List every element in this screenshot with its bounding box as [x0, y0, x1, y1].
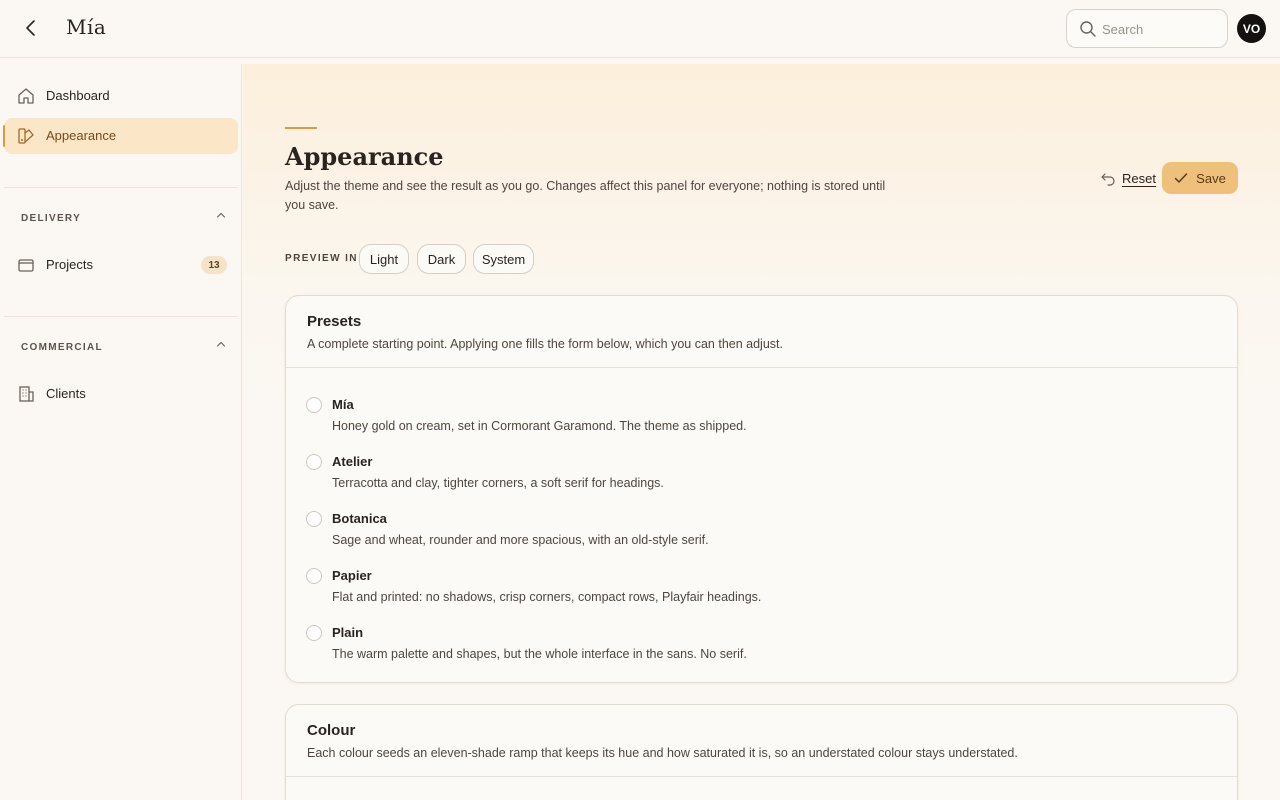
divider	[4, 187, 238, 188]
brand-logo[interactable]: Mía	[66, 15, 107, 39]
reset-label: Reset	[1122, 170, 1156, 186]
preset-description: Flat and printed: no shadows, crisp corners, compact rows, Playfair headings.	[332, 590, 762, 604]
sidebar-item-clients[interactable]	[4, 376, 238, 412]
preview-label: PREVIEW IN	[285, 253, 358, 264]
preset-name: Botanica	[332, 511, 387, 526]
sidebar-item-dashboard[interactable]	[4, 78, 238, 114]
section-heading-delivery: DELIVERY	[21, 213, 82, 224]
search-icon	[1079, 20, 1097, 38]
preset-description: Honey gold on cream, set in Cormorant Garamond. The theme as shipped.	[332, 419, 747, 433]
undo-icon	[1100, 170, 1116, 186]
colour-card	[285, 704, 1238, 800]
preset-name: Plain	[332, 625, 364, 640]
chevron-left-icon	[20, 17, 42, 39]
sidebar-item-projects[interactable]	[4, 247, 238, 283]
presets-card	[285, 295, 1238, 683]
preset-description: The warm palette and shapes, but the whole interface in the sans. No serif.	[332, 647, 747, 661]
page-description: Adjust the theme and see the result as you go. Changes affect this panel for everyone; nothing is stored until you save.	[285, 179, 886, 212]
save-label: Save	[1196, 170, 1226, 186]
count-badge: 13	[201, 256, 227, 274]
sidebar-item-label: Appearance	[46, 128, 117, 143]
preset-name: Mía	[332, 397, 354, 412]
preview-dark-button[interactable]: Dark	[417, 244, 466, 274]
preview-light-button[interactable]: Light	[359, 244, 409, 274]
sidebar-item-label: Clients	[46, 386, 86, 401]
sidebar	[0, 64, 242, 800]
preset-option-plain[interactable]	[286, 621, 1238, 678]
radio-button[interactable]	[306, 625, 322, 641]
preset-option-papier[interactable]	[286, 564, 1238, 621]
radio-button[interactable]	[306, 511, 322, 527]
preset-description: Sage and wheat, rounder and more spacious, with an old-style serif.	[332, 533, 709, 547]
card-title: Colour	[307, 722, 356, 739]
top-bar	[0, 0, 1280, 58]
radio-button[interactable]	[306, 397, 322, 413]
preview-system-button[interactable]: System	[473, 244, 534, 274]
preset-name: Atelier	[332, 454, 373, 469]
card-header	[286, 296, 1237, 368]
palette-icon	[16, 126, 36, 146]
main-content	[243, 64, 1280, 800]
radio-button[interactable]	[306, 568, 322, 584]
preset-name: Papier	[332, 568, 372, 583]
title-accent-rule	[285, 127, 317, 129]
chevron-up-icon[interactable]	[215, 209, 227, 221]
card-subtitle: Each colour seeds an eleven-shade ramp that keeps its hue and how saturated it is, so an understated colour stays understated.	[307, 746, 1018, 760]
sidebar-item-label: Dashboard	[46, 88, 110, 103]
preset-option-mia[interactable]	[286, 393, 1238, 450]
reset-button[interactable]	[1100, 169, 1156, 187]
search-box[interactable]	[1066, 9, 1228, 48]
avatar[interactable]: VO	[1237, 14, 1266, 43]
preset-option-atelier[interactable]	[286, 450, 1238, 507]
save-button[interactable]	[1162, 162, 1238, 194]
radio-button[interactable]	[306, 454, 322, 470]
sidebar-item-label: Projects	[46, 257, 93, 272]
card-subtitle: A complete starting point. Applying one fills the form below, which you can then adjust.	[307, 337, 783, 351]
chevron-up-icon[interactable]	[215, 338, 227, 350]
building-icon	[16, 384, 36, 404]
page-title: Appearance	[285, 142, 444, 171]
section-heading-commercial: COMMERCIAL	[21, 342, 103, 353]
card-header	[286, 705, 1237, 777]
search-input[interactable]	[1102, 19, 1220, 39]
home-icon	[16, 86, 36, 106]
folder-icon	[16, 255, 36, 275]
sidebar-item-appearance[interactable]	[4, 118, 238, 154]
back-button[interactable]	[20, 17, 42, 39]
preset-option-botanica[interactable]	[286, 507, 1238, 564]
card-title: Presets	[307, 313, 362, 330]
divider	[4, 316, 238, 317]
preset-description: Terracotta and clay, tighter corners, a soft serif for headings.	[332, 476, 664, 490]
check-icon	[1174, 171, 1188, 185]
